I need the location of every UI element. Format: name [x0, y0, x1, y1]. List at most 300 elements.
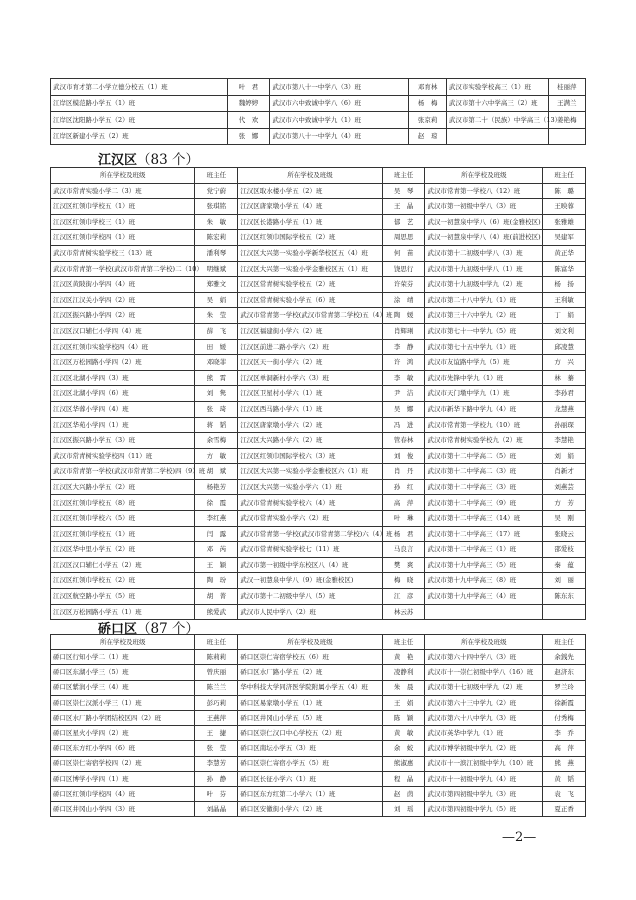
- teacher-cell: 凌静利: [382, 665, 425, 680]
- teacher-cell: 王 娟: [382, 695, 425, 710]
- table-row: [51, 230, 586, 246]
- table-row: [51, 199, 586, 215]
- teacher-cell: 陈东东: [543, 589, 586, 605]
- teacher-cell: 高 萍: [543, 741, 586, 756]
- class-cell: 江岸区沈阳路小学五（2）班: [51, 112, 228, 129]
- table-row: [51, 308, 586, 324]
- page-number: —2—: [502, 830, 537, 845]
- class-cell: 江汉区红领巾学校六（5）班: [51, 511, 195, 527]
- class-cell: 江汉区江汉关小学四（2）班: [51, 292, 195, 308]
- teacher-cell: [548, 128, 585, 145]
- teacher-cell: 王 颖: [195, 557, 238, 573]
- teacher-cell: 曾庆丽: [195, 665, 238, 680]
- class-cell: 武汉市第十二中学高三（9）班: [425, 495, 543, 511]
- column-header: 所在学校及班级: [238, 168, 382, 184]
- teacher-cell: 田 媛: [195, 339, 238, 355]
- teacher-cell: 叶 芬: [195, 786, 238, 801]
- teacher-cell: 张京莉: [409, 112, 446, 129]
- class-cell: 江汉区天一街小学六（2）班: [238, 355, 382, 371]
- teacher-cell: 黄 艳: [382, 650, 425, 665]
- teacher-cell: 朱 莹: [195, 308, 238, 324]
- class-cell: 武汉市六中致诚中学八（6）班: [270, 95, 409, 112]
- class-cell: 武汉市博学初级中学九（2）班: [425, 741, 543, 756]
- teacher-cell: 李 敏: [382, 370, 425, 386]
- class-cell: 武汉市十一初级中学九（4）班: [425, 771, 543, 786]
- class-cell: 江汉区振兴路小学四（2）班: [51, 308, 195, 324]
- teacher-cell: 肖辉琍: [382, 323, 425, 339]
- teacher-cell: 管春林: [382, 433, 425, 449]
- class-cell: 硚口区长征小学六（1）班: [238, 771, 382, 786]
- table-row: [51, 573, 586, 589]
- class-cell: 硚口区崇仁寄宿学校五（6）班: [238, 650, 382, 665]
- class-cell: 江汉区长港路小学五（1）班: [238, 214, 382, 230]
- class-cell: 武汉市常青第一学校(武汉市常青第二学校)四（9）班: [51, 464, 195, 480]
- column-header: 班主任: [382, 168, 425, 184]
- class-cell: 武汉市第十二中学高二（5）班: [425, 448, 543, 464]
- class-cell: 江汉区前进二路小学六（2）班: [238, 339, 382, 355]
- teacher-cell: 赵 茵: [382, 786, 425, 801]
- teacher-cell: 林 蓁: [543, 370, 586, 386]
- class-cell: 江汉区福建街小学六（2）班: [238, 323, 382, 339]
- teacher-cell: 秦 蕴: [543, 557, 586, 573]
- class-cell: 江汉区红领巾学校四（1）班: [51, 230, 195, 246]
- teacher-cell: 杨艳芳: [195, 479, 238, 495]
- teacher-cell: 孙 静: [195, 771, 238, 786]
- teacher-cell: 熊 霄: [195, 370, 238, 386]
- teacher-cell: 蒋 韬: [195, 417, 238, 433]
- class-cell: 武汉市第七十一中学九（5）班: [425, 323, 543, 339]
- teacher-cell: 彭巧莉: [195, 695, 238, 710]
- class-cell: 武汉市第六十四中学八（3）班: [425, 650, 543, 665]
- jianghan-table-body: [51, 183, 586, 620]
- teacher-cell: 刘文利: [543, 323, 586, 339]
- teacher-cell: 陶 玢: [195, 573, 238, 589]
- teacher-cell: 吴 娜: [382, 401, 425, 417]
- teacher-cell: 陶 媛: [382, 308, 425, 324]
- class-cell: 江汉区常青树实验小学五（6）班: [238, 292, 382, 308]
- teacher-cell: 涂 靖: [382, 292, 425, 308]
- class-cell: 武汉市第十六中学高三（2）班: [446, 95, 548, 112]
- teacher-cell: 何 苗: [382, 245, 425, 261]
- class-cell: 江汉区大兴第一实验小学金雅校区六（1）班: [238, 464, 382, 480]
- table-row: [51, 710, 586, 725]
- class-cell: 武汉市常青树实验学校三（13）班: [51, 245, 195, 261]
- class-cell: 硚口区博学小学四（1）班: [51, 771, 195, 786]
- teacher-cell: 胡 斌: [195, 464, 238, 480]
- table-row: [51, 245, 586, 261]
- teacher-cell: 张 莹: [195, 741, 238, 756]
- class-cell: 江汉区唐家墩小学五（4）班: [238, 199, 382, 215]
- teacher-cell: 赵济东: [543, 665, 586, 680]
- teacher-cell: 陈宏莉: [195, 230, 238, 246]
- class-cell: 硚口区易家墩小学五（1）班: [238, 695, 382, 710]
- table-row: [51, 79, 586, 96]
- teacher-cell: [543, 604, 586, 620]
- teacher-cell: 余雪梅: [195, 433, 238, 449]
- class-cell: 江汉区万松园路小学五（1）班: [51, 604, 195, 620]
- teacher-cell: 樊 爽: [382, 557, 425, 573]
- teacher-cell: 饶思行: [382, 261, 425, 277]
- column-header: 所在学校及班级: [51, 168, 195, 184]
- table-row: [51, 261, 586, 277]
- table-row: [51, 401, 586, 417]
- teacher-cell: 李孙君: [543, 386, 586, 402]
- table-row: [51, 741, 586, 756]
- teacher-cell: 许荣芬: [382, 277, 425, 293]
- teacher-cell: 周思思: [382, 230, 425, 246]
- table-row: [51, 370, 586, 386]
- class-cell: 硚口区星火小学四（2）班: [51, 726, 195, 741]
- teacher-cell: 王燕萍: [195, 710, 238, 725]
- class-cell: 武汉市第十二中学高三（1）班: [425, 542, 543, 558]
- teacher-cell: 林云苏: [382, 604, 425, 620]
- teacher-cell: 张雅雄: [543, 214, 586, 230]
- class-cell: [425, 604, 543, 620]
- teacher-cell: 丁 娟: [543, 308, 586, 324]
- class-cell: 武汉一初慧泉中学八（4）班(前进校区): [425, 230, 543, 246]
- teacher-cell: 孙 红: [382, 479, 425, 495]
- teacher-cell: 黄正华: [543, 245, 586, 261]
- teacher-cell: 袁 飞: [543, 786, 586, 801]
- teacher-cell: 薛 飞: [195, 323, 238, 339]
- class-cell: 硚口区南坛小学五（3）班: [238, 741, 382, 756]
- class-cell: 武汉市常青第一学校(武汉市常青第二学校)二（10）: [51, 261, 195, 277]
- teacher-cell: 徐新霞: [543, 695, 586, 710]
- class-cell: 硚口区行知小学二（1）班: [51, 650, 195, 665]
- teacher-cell: 刘 俊: [382, 448, 425, 464]
- teacher-cell: 邓育林: [409, 79, 446, 96]
- table-row: [51, 786, 586, 801]
- class-cell: 武汉市第二十（民族）中学高三（13）: [446, 112, 548, 129]
- class-cell: 江汉区大兴路小学六（2）班: [238, 433, 382, 449]
- teacher-cell: 郑雅文: [195, 277, 238, 293]
- teacher-cell: 赵 琼: [409, 128, 446, 145]
- class-cell: 江汉区大兴路小学五（2）班: [51, 479, 195, 495]
- class-count: （83 个）: [137, 152, 199, 168]
- class-cell: 江岸区新建小学五（2）班: [51, 128, 228, 145]
- class-cell: 硚口区崇仁寄宿学校四（2）班: [51, 756, 195, 771]
- teacher-cell: 杨 梅: [409, 95, 446, 112]
- table-row: [51, 323, 586, 339]
- class-cell: 武汉市实验学校高三（1）班: [446, 79, 548, 96]
- class-cell: 武汉市常青树实验学校七（11）班: [238, 542, 382, 558]
- class-cell: 武汉市第十九初级中学八（1）班: [425, 261, 543, 277]
- class-cell: 江汉区北湖小学四（6）班: [51, 386, 195, 402]
- table-row: [51, 526, 586, 542]
- teacher-cell: 张琪铭: [195, 199, 238, 215]
- teacher-cell: 李 静: [382, 339, 425, 355]
- class-cell: 江汉区北湖小学四（3）班: [51, 370, 195, 386]
- class-cell: 江岸区模范路小学五（1）班: [51, 95, 228, 112]
- teacher-cell: 梅 晓: [382, 573, 425, 589]
- class-cell: 武汉市第十二中学高三（3）班: [425, 479, 543, 495]
- teacher-cell: 陈 颖: [382, 710, 425, 725]
- class-cell: 江汉区汉口辅仁小学五（2）班: [51, 557, 195, 573]
- teacher-cell: 刘燕芸: [543, 479, 586, 495]
- class-cell: [446, 128, 548, 145]
- class-cell: 硚口区水厂路小学团结校区四（2）班: [51, 710, 195, 725]
- class-cell: 江汉区华苑小学四（1）班: [51, 417, 195, 433]
- class-cell: 武汉市人民中学八（2）班: [238, 604, 382, 620]
- class-cell: 武汉市第十九中学高三（4）班: [425, 589, 543, 605]
- teacher-cell: 方 兴: [543, 355, 586, 371]
- class-cell: 硚口区井冈山小学四（3）班: [51, 802, 195, 817]
- column-header: 所在学校及班级: [425, 635, 543, 650]
- table-row: [51, 695, 586, 710]
- teacher-cell: 黄 韬: [543, 771, 586, 786]
- class-cell: 武汉市常青第一学校九（10）班: [425, 417, 543, 433]
- class-cell: 江汉区黄陂街小学四（4）班: [51, 277, 195, 293]
- class-cell: 江汉区大兴第一实验小学新华校区五（4）班: [238, 245, 382, 261]
- teacher-cell: 杨 君: [382, 526, 425, 542]
- teacher-cell: 熊爱武: [195, 604, 238, 620]
- table-row: [51, 589, 586, 605]
- teacher-cell: 胡 菁: [195, 589, 238, 605]
- teacher-cell: 许 鸿: [382, 355, 425, 371]
- class-cell: 武汉市常青树实验学校六（4）班: [238, 495, 382, 511]
- class-cell: 武汉市第十二初级中学八（5）班: [238, 589, 382, 605]
- table-header-row: [51, 168, 586, 184]
- teacher-cell: 叶 君: [227, 79, 270, 96]
- teacher-cell: 马良言: [382, 542, 425, 558]
- teacher-cell: 魏婷婷: [227, 95, 270, 112]
- class-cell: 江汉区红领巾实验学校四（4）班: [51, 339, 195, 355]
- class-cell: 武汉市天门墩中学九（1）班: [425, 386, 543, 402]
- teacher-cell: 肖 丹: [382, 464, 425, 480]
- table-row: [51, 95, 586, 112]
- table-row: [51, 277, 586, 293]
- teacher-cell: 潘利琴: [195, 245, 238, 261]
- teacher-cell: 邱凌慧: [543, 339, 586, 355]
- class-cell: 硚口区东湖小学三（5）班: [51, 665, 195, 680]
- column-header: 班主任: [195, 168, 238, 184]
- class-cell: 江汉区红领巾学校五（8）班: [51, 495, 195, 511]
- class-cell: 江汉区华蓉小学四（4）班: [51, 401, 195, 417]
- class-cell: 硚口区东方红第二小学六（1）班: [238, 786, 382, 801]
- class-cell: 武汉市先锋中学九（1）班: [425, 370, 543, 386]
- teacher-cell: 孙丽琛: [543, 417, 586, 433]
- class-cell: 武汉市育才第二小学立德分校五（1）班: [51, 79, 228, 96]
- teacher-cell: 熊淑惠: [382, 756, 425, 771]
- table-row: [51, 542, 586, 558]
- teacher-cell: 吴建军: [543, 230, 586, 246]
- district-name: 江汉区: [98, 153, 138, 168]
- table-row: [51, 183, 586, 199]
- class-cell: 江汉区大兴第一实验小学六（1）班: [238, 479, 382, 495]
- column-header: 班主任: [382, 635, 425, 650]
- table-row: [51, 726, 586, 741]
- table-row: [51, 771, 586, 786]
- class-cell: 武汉市第八十一中学九（4）班: [270, 128, 409, 145]
- qiaokou-table: [50, 634, 586, 817]
- class-cell: 硚口区紫润小学三（4）班: [51, 680, 195, 695]
- class-cell: 武汉市第十二初级中学八（3）班: [425, 245, 543, 261]
- class-cell: 江汉区振兴路小学五（3）班: [51, 433, 195, 449]
- teacher-cell: 刘 娟: [543, 448, 586, 464]
- teacher-cell: 闫 露: [195, 526, 238, 542]
- table-row: [51, 214, 586, 230]
- class-cell: 江汉区卫星村小学六（1）班: [238, 386, 382, 402]
- table-row: [51, 464, 586, 480]
- table-row: [51, 650, 586, 665]
- class-cell: 武汉市第十二中学高三（17）班: [425, 526, 543, 542]
- class-cell: 江汉区红领巾学校五（1）班: [51, 526, 195, 542]
- teacher-cell: 杨 扬: [543, 277, 586, 293]
- teacher-cell: 王 晶: [382, 199, 425, 215]
- table-row: [51, 665, 586, 680]
- class-cell: 江汉区红领巾学校五（2）班: [51, 573, 195, 589]
- class-cell: 武汉市常青第一学校(武汉市常青第二学校)六（4）班: [238, 526, 382, 542]
- teacher-cell: 吴 刚: [543, 511, 586, 527]
- teacher-cell: 吴 娟: [195, 292, 238, 308]
- class-cell: 江汉区唐家墩小学六（2）班: [238, 417, 382, 433]
- class-cell: 武汉市十一滨江初级中学九（10）班: [425, 756, 543, 771]
- class-cell: 江汉区红领巾国际学校五（2）班: [238, 230, 382, 246]
- teacher-cell: 王利敏: [543, 292, 586, 308]
- teacher-cell: 王映蓉: [543, 199, 586, 215]
- table-row: [51, 292, 586, 308]
- class-cell: 硚口区安徽街小学六（2）班: [238, 802, 382, 817]
- teacher-cell: 李 乔: [543, 726, 586, 741]
- class-cell: 武汉市常青树实验学校九（2）班: [425, 433, 543, 449]
- class-cell: 江汉区汉口辅仁小学四（4）班: [51, 323, 195, 339]
- teacher-cell: 王满兰: [548, 95, 585, 112]
- class-cell: 华中科技大学同济医学院附属小学五（4）班: [238, 680, 382, 695]
- teacher-cell: 郁 艺: [382, 214, 425, 230]
- teacher-cell: 方 芳: [543, 495, 586, 511]
- column-header: 所在学校及班级: [51, 635, 195, 650]
- teacher-cell: 李慧艳: [543, 433, 586, 449]
- table-row: [51, 417, 586, 433]
- teacher-cell: 邓 芮: [195, 542, 238, 558]
- table-row: [51, 479, 586, 495]
- class-cell: 硚口区崇仁汉派小学三（1）班: [51, 695, 195, 710]
- teacher-cell: 李慧芳: [195, 756, 238, 771]
- table-row: [51, 802, 586, 817]
- class-cell: 江汉区华中里小学五（2）班: [51, 542, 195, 558]
- qiaokou-table-body: [51, 650, 586, 817]
- teacher-cell: 吴 琴: [382, 183, 425, 199]
- teacher-cell: 余 蛟: [382, 741, 425, 756]
- table-row: [51, 756, 586, 771]
- table-row: [51, 511, 586, 527]
- class-cell: 江汉区红领巾学校五（1）班: [51, 199, 195, 215]
- teacher-cell: 姜艳梅: [548, 112, 585, 129]
- column-header: 所在学校及班级: [238, 635, 382, 650]
- class-cell: 武汉市第七十五中学九（1）班: [425, 339, 543, 355]
- teacher-cell: 江 彦: [382, 589, 425, 605]
- class-cell: 硚口区红领巾学校四（4）班: [51, 786, 195, 801]
- teacher-cell: 尹 洁: [382, 386, 425, 402]
- teacher-cell: 李红燕: [195, 511, 238, 527]
- table-row: [51, 495, 586, 511]
- teacher-cell: 徐 霞: [195, 495, 238, 511]
- class-cell: 江汉区红领巾学校三（1）班: [51, 214, 195, 230]
- class-cell: 江汉区大兴第一实验小学金雅校区五（1）班: [238, 261, 382, 277]
- class-cell: 武汉市第一初级中学东校区八（4）班: [238, 557, 382, 573]
- table-row: [51, 433, 586, 449]
- column-header: 班主任: [195, 635, 238, 650]
- class-cell: 武汉市常青实验小学六（2）班: [238, 511, 382, 527]
- class-cell: 武汉市第二十八中学九（1）班: [425, 292, 543, 308]
- class-cell: 武汉市十一崇仁初级中学八（16）班: [425, 665, 543, 680]
- class-cell: 武汉市常青第一学校(武汉市常青第二学校)五（4）班: [238, 308, 382, 324]
- class-cell: 硚口区东方红小学四（6）班: [51, 741, 195, 756]
- teacher-cell: 刘 隽: [195, 386, 238, 402]
- table-row: [51, 355, 586, 371]
- class-cell: 武汉市第十二中学高二（3）班: [425, 464, 543, 480]
- class-cell: 武汉市六中致诚中学九（1）班: [270, 112, 409, 129]
- district-name: 硚口区: [98, 622, 138, 637]
- jianghan-table: [50, 167, 586, 620]
- class-cell: 武汉市第十七初级中学九（2）班: [425, 680, 543, 695]
- column-header: 所在学校及班级: [425, 168, 543, 184]
- teacher-cell: 朱 敏: [195, 214, 238, 230]
- teacher-cell: 陈 璐: [543, 183, 586, 199]
- teacher-cell: 张 娜: [227, 128, 270, 145]
- teacher-cell: 明继斌: [195, 261, 238, 277]
- class-cell: 江汉区万松园路小学四（2）班: [51, 355, 195, 371]
- teacher-cell: 罗兰玲: [543, 680, 586, 695]
- teacher-cell: 冯 进: [382, 417, 425, 433]
- teacher-cell: 叶 琳: [382, 511, 425, 527]
- class-cell: 武汉市第十二中学高三（14）班: [425, 511, 543, 527]
- teacher-cell: 高 萍: [382, 495, 425, 511]
- class-cell: 武汉市第四初级中学九（5）班: [425, 802, 543, 817]
- column-header: 班主任: [543, 635, 586, 650]
- teacher-cell: 朱 晨: [382, 680, 425, 695]
- teacher-cell: 方 敏: [195, 448, 238, 464]
- teacher-cell: 龙慧燕: [543, 401, 586, 417]
- class-cell: 武汉市常青实验小学二（3）班: [51, 183, 195, 199]
- class-cell: 武汉市常青第一学校八（12）班: [425, 183, 543, 199]
- class-cell: 武汉市英华中学九（1）班: [425, 726, 543, 741]
- teacher-cell: 邓晓菲: [195, 355, 238, 371]
- class-cell: 武汉市第八十一中学八（3）班: [270, 79, 409, 96]
- continued-table-body: [51, 79, 586, 145]
- class-cell: 武汉市友谊路中学九（5）班: [425, 355, 543, 371]
- class-cell: 江汉区航空路小学五（5）班: [51, 589, 195, 605]
- column-header: 班主任: [543, 168, 586, 184]
- class-cell: 硚口区井冈山小学五（5）班: [238, 710, 382, 725]
- class-cell: 武汉一初慧泉中学八（9）班(金雅校区): [238, 573, 382, 589]
- teacher-cell: 陈莉莉: [195, 650, 238, 665]
- continued-table: [50, 78, 586, 145]
- jianghan-heading: [98, 148, 199, 168]
- teacher-cell: 代 欢: [227, 112, 270, 129]
- class-cell: 江汉区常青树实验学校五（2）班: [238, 277, 382, 293]
- class-cell: 武汉市第四初级中学九（3）班: [425, 786, 543, 801]
- teacher-cell: 付秀梅: [543, 710, 586, 725]
- table-row: [51, 557, 586, 573]
- teacher-cell: 王 捷: [195, 726, 238, 741]
- class-cell: 武汉市第十九初级中学九（2）班: [425, 277, 543, 293]
- class-cell: 江汉区单洞新村小学六（3）班: [238, 370, 382, 386]
- teacher-cell: 党宁蔚: [195, 183, 238, 199]
- teacher-cell: 桂丽萍: [548, 79, 585, 96]
- class-cell: 武汉市第十九中学高三（5）班: [425, 557, 543, 573]
- class-cell: 江汉区西马路小学六（1）班: [238, 401, 382, 417]
- teacher-cell: 陈富华: [543, 261, 586, 277]
- teacher-cell: 刘 丽: [543, 573, 586, 589]
- table-row: [51, 128, 586, 145]
- teacher-cell: 陈兰兰: [195, 680, 238, 695]
- class-cell: 武汉市第六十三中学九（2）班: [425, 695, 543, 710]
- table-row: [51, 112, 586, 129]
- teacher-cell: 刘 瑶: [382, 802, 425, 817]
- class-cell: 硚口区水厂路小学五（2）班: [238, 665, 382, 680]
- teacher-cell: 黄 敏: [382, 726, 425, 741]
